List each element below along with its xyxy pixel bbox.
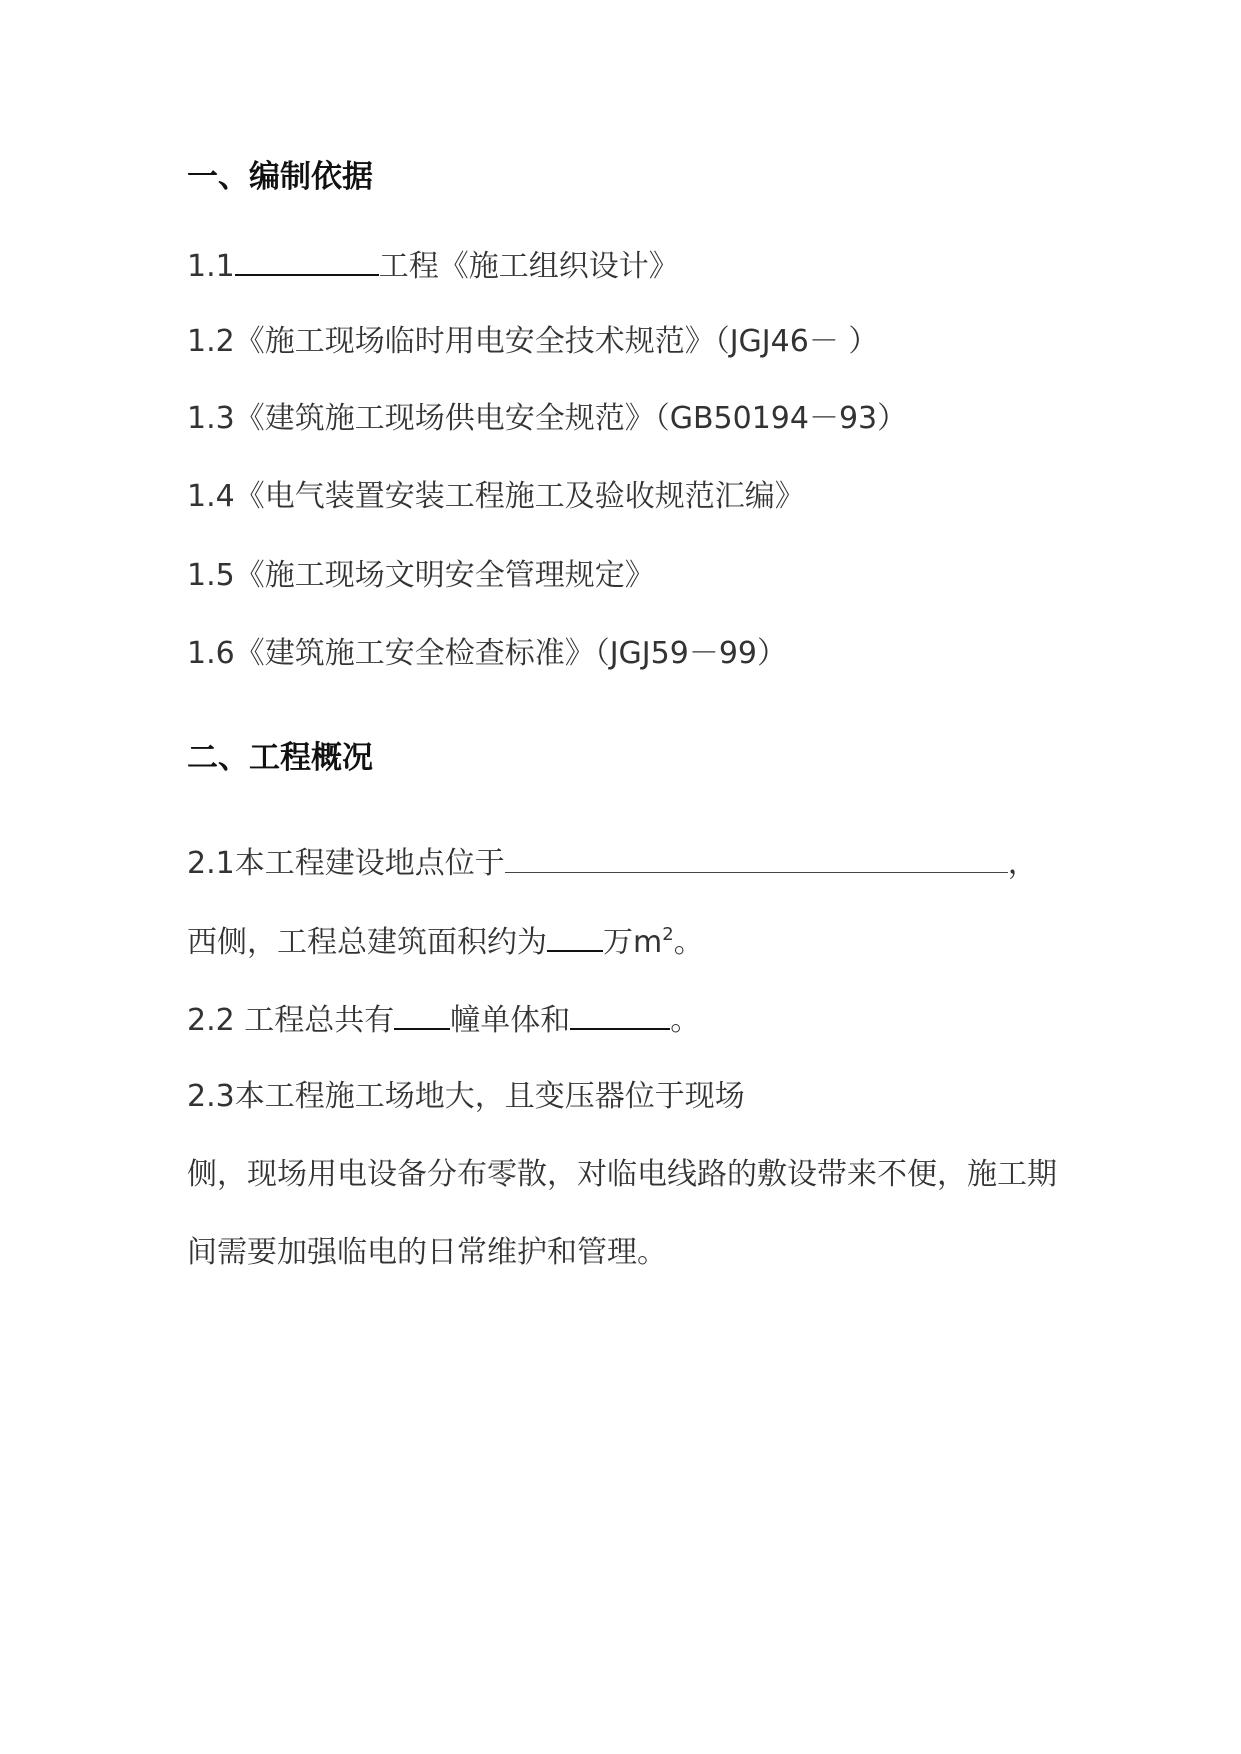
blank-other-structures[interactable] [570,998,670,1030]
overview-2-3-line2: 侧，现场用电设备分布零散，对临电线路的敷设带来不便，施工期 [187,1157,1057,1192]
overview-2-1 [187,842,1038,884]
blank-project-name[interactable] [235,244,379,276]
overview-2-3-line3: 间需要加强临电的日常维护和管理。 [187,1235,667,1270]
area-unit: 万m [603,925,663,960]
overview-text: 幢单体和 [450,1003,571,1038]
item-number: 1.1 [187,249,235,284]
basis-item-1-3: 1.3《建筑施工现场供电安全规范》（GB50194－93） [187,401,908,436]
overview-text: 2.2 工程总共有 [187,1003,395,1038]
basis-item-1-4: 1.4《电气装置安装工程施工及验收规范汇编》 [187,479,805,514]
blank-area[interactable] [547,920,603,952]
overview-text: 西侧，工程总建筑面积约为 [187,925,547,960]
basis-item-1-6: 1.6《建筑施工安全检查标准》（JGJ59－99） [187,636,787,671]
overview-2-1-cont [187,920,704,963]
section2-heading: 二、工程概况 [187,740,373,776]
overview-punct: 。 [670,1003,701,1038]
overview-punct: ， [1007,846,1038,881]
basis-item-1-5: 1.5《施工现场文明安全管理规定》 [187,558,655,593]
overview-2-2 [187,998,700,1041]
item-text: 工程《施工组织设计》 [378,249,679,284]
basis-item-1-1 [187,244,679,287]
area-unit-superscript: 2 [662,924,674,945]
blank-building-count[interactable] [394,998,450,1030]
blank-location[interactable] [505,842,1008,873]
basis-item-1-2: 1.2《施工现场临时用电安全技术规范》（JGJ46－ ） [187,324,879,359]
overview-2-3-line1: 2.3本工程施工场地大，且变压器位于现场 [187,1079,745,1114]
overview-text: 2.1本工程建设地点位于 [187,846,505,881]
section1-heading: 一、编制依据 [187,159,373,195]
overview-punct: 。 [673,925,704,960]
